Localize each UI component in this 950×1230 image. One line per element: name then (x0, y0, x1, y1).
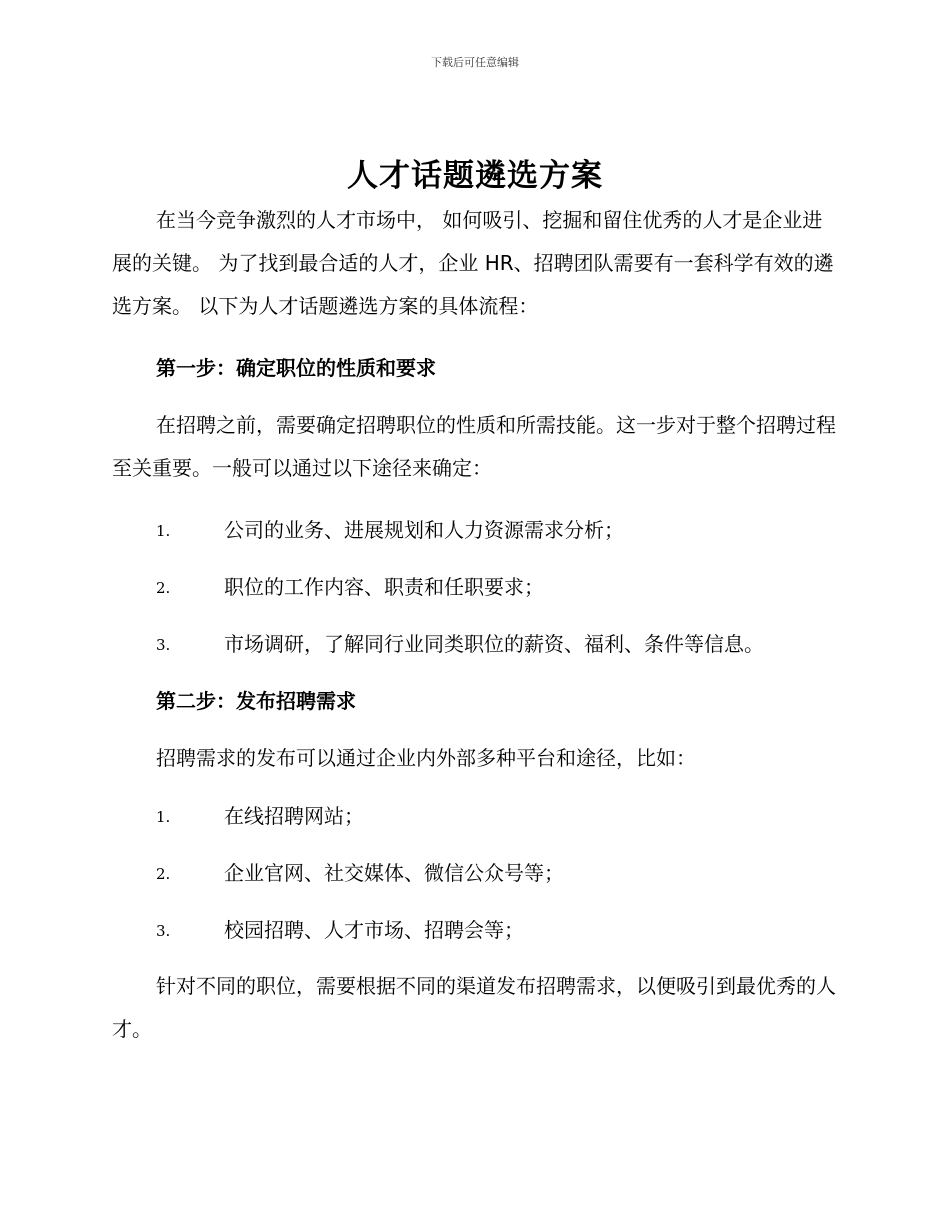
intro-paragraph: 在当今竞争激烈的人才市场中， 如何吸引、挖掘和留住优秀的人才是企业进展的关键。 为了找到最合适的人才，企业 HR、招聘团队需要有一套科学有效的遴选方案。 以下为人才话题遴选方案的具体流程： (112, 208, 834, 318)
list-number: 3. (156, 636, 171, 654)
list-item (156, 516, 856, 544)
step2-paragraph: 招聘需求的发布可以通过企业内外部多种平台和途径，比如： (156, 746, 696, 770)
list-number: 1. (156, 808, 171, 826)
list-text: 公司的业务、进展规划和人力资源需求分析； (224, 518, 624, 542)
list-text: 企业官网、社交媒体、微信公众号等； (224, 861, 564, 885)
list-text: 职位的工作内容、职责和任职要求； (224, 575, 544, 599)
list-item (156, 916, 856, 944)
list-number: 2. (156, 865, 171, 883)
step2-closing-paragraph: 针对不同的职位，需要根据不同的渠道发布招聘需求，以便吸引到最优秀的人才。 (112, 974, 836, 1041)
step2-heading: 第二步：发布招聘需求 (156, 689, 356, 713)
document-title: 人才话题遴选方案 (347, 158, 603, 194)
list-number: 2. (156, 579, 171, 597)
list-item (156, 630, 856, 658)
list-item (156, 802, 856, 830)
header-note: 下载后可任意编辑 (431, 56, 519, 69)
list-text: 市场调研，了解同行业同类职位的薪资、福利、条件等信息。 (224, 632, 764, 656)
list-text: 校园招聘、人才市场、招聘会等； (224, 918, 524, 942)
list-number: 3. (156, 922, 171, 940)
step1-paragraph: 在招聘之前，需要确定招聘职位的性质和所需技能。这一步对于整个招聘过程至关重要。一般可以通过以下途径来确定： (112, 413, 836, 480)
step1-heading: 第一步：确定职位的性质和要求 (156, 356, 436, 380)
list-number: 1. (156, 522, 171, 540)
list-item (156, 859, 856, 887)
list-text: 在线招聘网站； (224, 804, 364, 828)
list-item (156, 573, 856, 601)
